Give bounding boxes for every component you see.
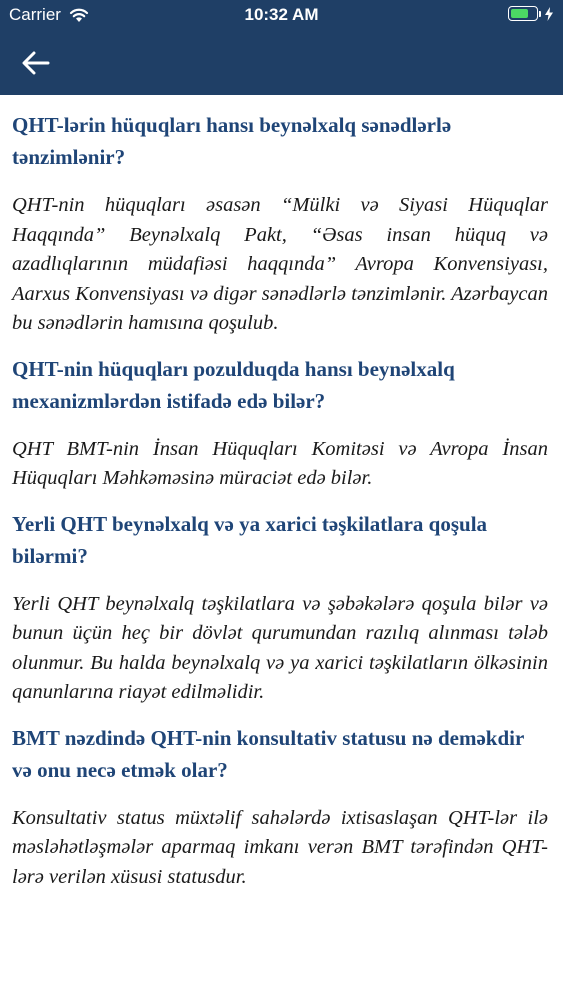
faq-answer: QHT-nin hüquqları əsasən “Mülki və Siyasi Hüquqlar Haqqında” Beynəlxalq Pakt, “Əsas insan hüquq və azadlıqlarının müdafiəsi haqqında” Avropa Konvensiyası, Aarxus Konvensiyası və digər sənədlərlə tənzimlənir. Azərbaycan bu sənədlərin hamısına qoşulub.: [12, 194, 548, 334]
faq-question: BMT nəzdində QHT-nin konsultativ statusu nə deməkdir və onu necə etmək olar?: [12, 725, 524, 782]
carrier-label: Carrier: [9, 5, 61, 24]
faq-item: [12, 353, 548, 494]
header: [0, 0, 563, 95]
faq-question: QHT-lərin hüquqları hansı beynəlxalq sənədlərlə tənzimlənir?: [12, 113, 452, 169]
faq-answer: Yerli QHT beynəlxalq təşkilatlara və şəbəkələrə qoşula bilər və bunun üçün heç bir dövlət qurumundan razılıq alınması tələb olunmur. Bu halda beynəlxalq və ya xarici təşkilatların ölkəsinin qanunlarına riayət edilməlidir.: [12, 592, 548, 703]
faq-item: [12, 722, 548, 893]
faq-item: [12, 508, 548, 708]
faq-question: Yerli QHT beynəlxalq və ya xarici təşkilatlara qoşula bilərmi?: [12, 511, 488, 568]
faq-question: QHT-nin hüquqları pozulduqda hansı beynəlxalq mexanizmlərdən istifadə edə bilər?: [12, 356, 455, 413]
nav-bar: [0, 32, 563, 95]
battery-icon: [508, 6, 538, 21]
faq-answer: QHT BMT-nin İnsan Hüquqları Komitəsi və Avropa İnsan Hüquqları Məhkəməsinə müraciət edə bilər.: [12, 437, 548, 489]
battery-level: [511, 9, 528, 18]
faq-content: [0, 95, 563, 892]
faq-answer: Konsultativ status müxtəlif sahələrdə ixtisaslaşan QHT-lər ilə məsləhətləşmələr aparmaq imkanı verən BMT tərəfindən QHT-lərə verilən xüsusi statusdur.: [12, 806, 548, 888]
bolt-icon: [545, 7, 553, 21]
faq-item: [12, 109, 548, 339]
back-button[interactable]: [20, 47, 52, 79]
battery-group: [508, 6, 553, 21]
battery-tip: [539, 11, 541, 17]
status-bar: [0, 0, 563, 32]
back-arrow-icon: [22, 51, 50, 75]
status-time: 10:32 AM: [244, 5, 319, 24]
